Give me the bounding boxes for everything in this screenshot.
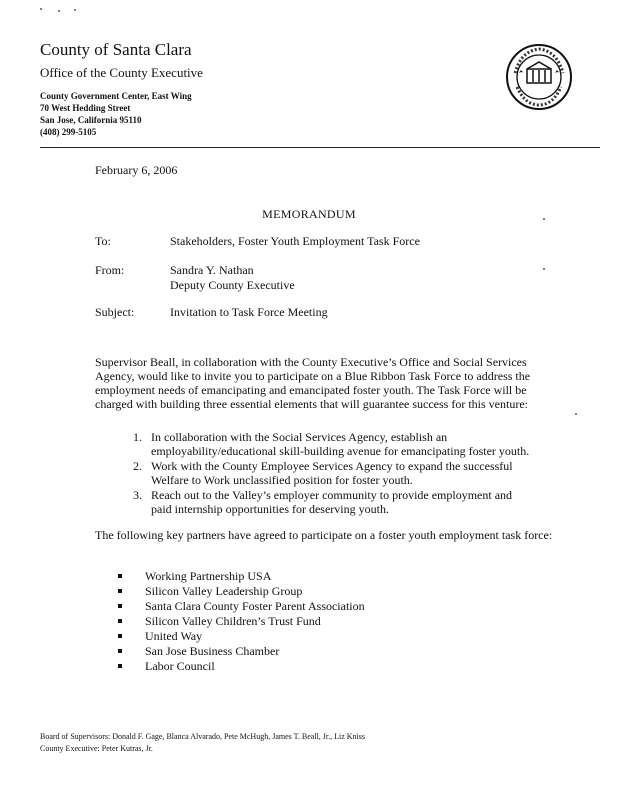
list-item (118, 629, 448, 644)
letterhead-divider (40, 147, 600, 148)
partner-name: San Jose Business Chamber (145, 644, 280, 658)
address-line: County Government Center, East Wing (40, 91, 192, 101)
organization-name: County of Santa Clara (40, 40, 192, 59)
list-text: Reach out to the Valley’s employer community to provide employment and paid internship opportunities for deserving youth. (151, 488, 513, 516)
list-number: 2. (133, 459, 142, 473)
to-label: To: (95, 234, 111, 248)
list-text: In collaboration with the Social Services Agency, establish an employability/educational skill-building avenue for emancipating foster youth. (151, 430, 530, 458)
from-label: From: (95, 263, 125, 277)
footer (40, 731, 365, 755)
list-item (130, 488, 530, 516)
partners-list (118, 569, 448, 674)
scan-speck (74, 9, 76, 11)
scan-speck (543, 268, 545, 270)
list-number: 1. (133, 430, 142, 444)
from-value (170, 263, 295, 293)
partner-name: Silicon Valley Leadership Group (145, 584, 303, 598)
board-of-supervisors: Board of Supervisors: Donald F. Gage, Blanca Alvarado, Pete McHugh, James T. Beall, Jr., Liz Kniss (40, 732, 366, 741)
list-item (118, 599, 448, 614)
scan-speck (58, 10, 60, 12)
subject-value: Invitation to Task Force Meeting (170, 305, 328, 319)
bullet-icon (118, 604, 122, 608)
list-item (130, 430, 530, 458)
partner-name: Silicon Valley Children’s Trust Fund (145, 614, 321, 628)
bullet-icon (118, 574, 122, 578)
address-block (40, 90, 192, 138)
subject-label: Subject: (95, 305, 135, 319)
county-executive: County Executive: Peter Kutras, Jr. (40, 744, 153, 753)
memo-date: February 6, 2006 (95, 163, 178, 177)
address-line: San Jose, California 95110 (40, 115, 142, 125)
address-line: 70 West Hedding Street (40, 103, 131, 113)
partner-name: Labor Council (145, 659, 215, 673)
from-name: Sandra Y. Nathan (170, 263, 254, 277)
partner-name: Santa Clara County Foster Parent Association (145, 599, 365, 613)
bullet-icon (118, 589, 122, 593)
list-item (118, 584, 448, 599)
list-text: Work with the County Employee Services Agency to expand the successful Welfare to Work unclassified position for foster youth. (151, 459, 513, 487)
list-item (118, 614, 448, 629)
bullet-icon (118, 664, 122, 668)
elements-list (130, 430, 530, 517)
list-item (118, 659, 448, 674)
list-item (118, 644, 448, 659)
memo-title: MEMORANDUM (262, 207, 356, 221)
bullet-icon (118, 619, 122, 623)
partner-name: Working Partnership USA (145, 569, 272, 583)
from-title: Deputy County Executive (170, 278, 295, 292)
bullet-icon (118, 649, 122, 653)
office-name: Office of the County Executive (40, 65, 203, 80)
list-item (118, 569, 448, 584)
partners-intro: The following key partners have agreed to participate on a foster youth employment task force: (95, 528, 553, 542)
scan-speck (40, 8, 42, 10)
to-value: Stakeholders, Foster Youth Employment Task Force (170, 234, 420, 248)
phone-number: (408) 299-5105 (40, 127, 97, 137)
intro-paragraph: Supervisor Beall, in collaboration with the County Executive’s Office and Social Services Agency, would like to invite you to participate on a Blue Ribbon Task Force to address the employment needs of emancipating and emancipated foster youth. The Task Force will be charged with building three essential elements that will guarantee success for this venture: (95, 355, 531, 411)
partner-name: United Way (145, 629, 203, 643)
list-item (130, 459, 530, 487)
scan-speck (575, 413, 577, 415)
list-number: 3. (133, 488, 142, 502)
county-seal-icon (505, 43, 573, 111)
bullet-icon (118, 634, 122, 638)
